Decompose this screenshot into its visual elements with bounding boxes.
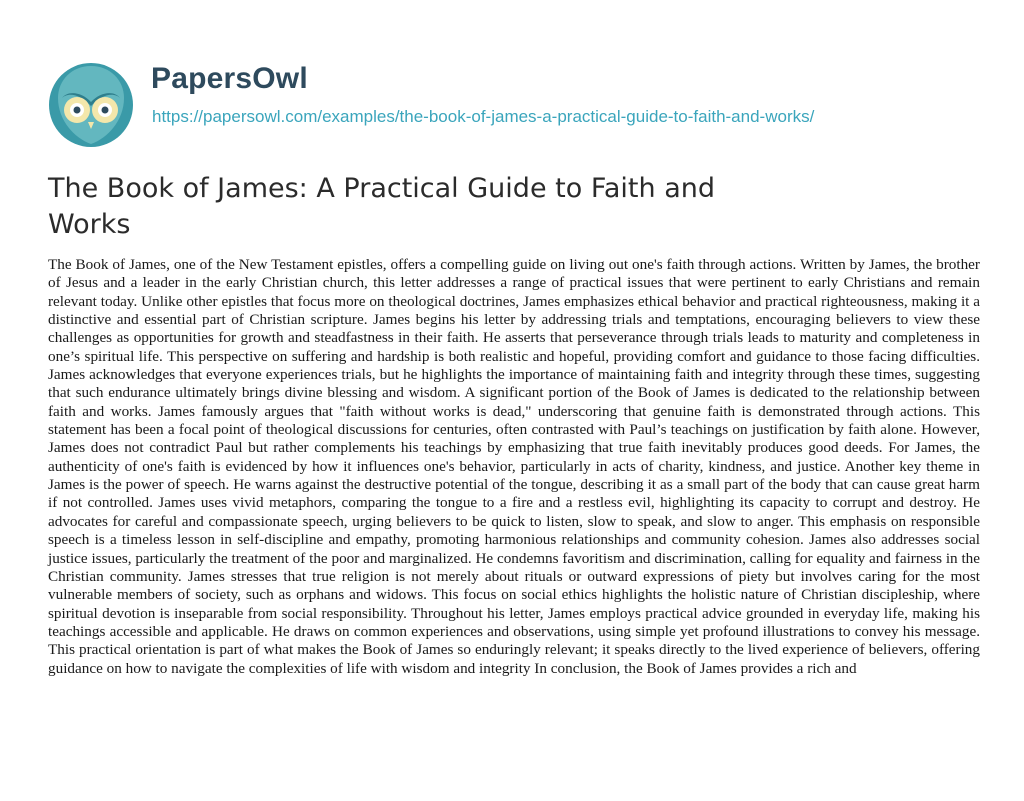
article-title: The Book of James: A Practical Guide to Faith and Works	[48, 173, 715, 240]
article-body: The Book of James, one of the New Testament epistles, offers a compelling guide on living out one's faith through actions. Written by James, the brother of Jesus and a leader in the early Christian church, this letter addresses a range of practical issues that were pertinent to early Christians and remain relevant today. Unlike other epistles that focus more on theological doctrines, James emphasizes ethical behavior and practical righteousness, making it a distinctive and essential part of Christian scripture. James begins his letter by addressing trials and temptations, encouraging believers to view these challenges as opportunities for growth and steadfastness in their faith. He asserts that perseverance through trials leads to maturity and completeness in one’s spiritual life. This perspective on suffering and hardship is both realistic and hopeful, providing comfort and guidance to those facing difficulties. James acknowledges that everyone experiences trials, but he highlights the importance of maintaining faith and integrity through these times, suggesting that such endurance ultimately brings divine blessing and wisdom. A significant portion of the Book of James is dedicated to the relationship between faith and works. James famously argues that "faith without works is dead," underscoring that genuine faith is demonstrated through actions. This statement has been a focal point of theological discussions for centuries, often contrasted with Paul’s teachings on justification by faith alone. However, James does not contradict Paul but rather complements his teachings by emphasizing that true faith inevitably produces good deeds. For James, the authenticity of one's faith is evidenced by how it influences one's behavior, particularly in acts of charity, kindness, and justice. Another key theme in James is the power of speech. He warns against the destructive potential of the tongue, describing it as a small part of the body that can cause great harm if not controlled. James uses vivid metaphors, comparing the tongue to a fire and a restless evil, highlighting its capacity to corrupt and destroy. He advocates for careful and compassionate speech, urging believers to be quick to listen, slow to speak, and slow to anger. This emphasis on responsible speech is a timeless lesson in self-discipline and empathy, promoting harmonious relationships and community cohesion. James also addresses social justice issues, particularly the treatment of the poor and marginalized. He condemns favoritism and discrimination, calling for equality and fairness in the Christian community. James stresses that true religion is not merely about rituals or outward expressions of piety but involves caring for the most vulnerable members of society, such as orphans and widows. This focus on social ethics highlights the holistic nature of Christian discipleship, where spiritual devotion is inseparable from social responsibility. Throughout his letter, James employs practical advice grounded in everyday life, making his teachings accessible and applicable. He draws on common experiences and observations, using simple yet profound illustrations to convey his message. This practical orientation is part of what makes the Book of James so enduringly relevant; it speaks directly to the lived experience of believers, offering guidance on how to navigate the complexities of life with wisdom and integrity In conclusion, the Book of James provides a rich and	[48, 256, 980, 677]
article-url-link[interactable]: https://papersowl.com/examples/the-book-of-james-a-practical-guide-to-faith-and-works/	[152, 107, 815, 126]
owl-face-icon[interactable]	[48, 62, 134, 148]
site-header	[48, 50, 988, 150]
brand-name[interactable]: PapersOwl	[151, 62, 308, 95]
